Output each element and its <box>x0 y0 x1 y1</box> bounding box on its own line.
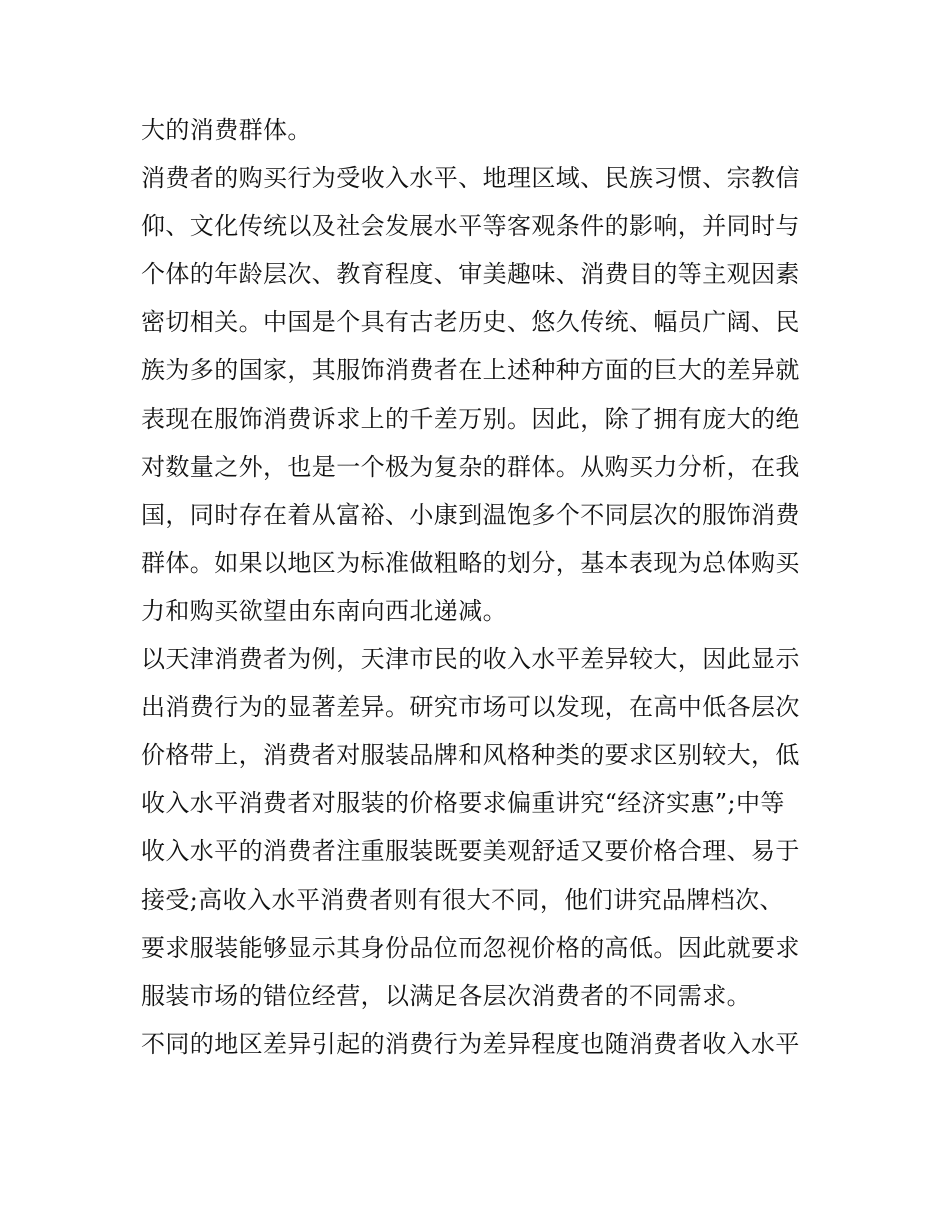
text-line: 消费者的购买行为受收入水平、地理区域、民族习惯、宗教信 <box>141 164 800 193</box>
text-line: 国，同时存在着从富裕、小康到温饱多个不同层次的服饰消费 <box>141 500 800 529</box>
text-line: 价格带上，消费者对服装品牌和风格种类的要求区别较大，低 <box>141 741 800 770</box>
text-line: 个体的年龄层次、教育程度、审美趣味、消费目的等主观因素 <box>141 260 800 289</box>
text-line: 力和购买欲望由东南向西北递减。 <box>141 596 507 625</box>
text-line: 服装市场的错位经营，以满足各层次消费者的不同需求。 <box>141 981 751 1010</box>
text-line: 仰、文化传统以及社会发展水平等客观条件的影响，并同时与 <box>141 212 800 241</box>
text-line: 接受;高收入水平消费者则有很大不同，他们讲究品牌档次、 <box>141 885 784 914</box>
text-line: 大的消费群体。 <box>141 116 312 144</box>
text-line: 族为多的国家，其服饰消费者在上述种种方面的巨大的差异就 <box>141 356 800 385</box>
text-line: 出消费行为的显著差异。研究市场可以发现，在高中低各层次 <box>141 693 800 722</box>
text-line: 收入水平消费者对服装的价格要求偏重讲究“经济实惠”;中等 <box>141 789 785 818</box>
text-line: 对数量之外，也是一个极为复杂的群体。从购买力分析，在我 <box>141 452 800 481</box>
text-line: 收入水平的消费者注重服装既要美观舒适又要价格合理、易于 <box>141 837 800 866</box>
text-line: 密切相关。中国是个具有古老历史、悠久传统、幅员广阔、民 <box>141 308 800 337</box>
text-line: 群体。如果以地区为标准做粗略的划分，基本表现为总体购买 <box>141 548 800 577</box>
body-text <box>141 106 821 1068</box>
text-line: 不同的地区差异引起的消费行为差异程度也随消费者收入水平 <box>141 1029 800 1058</box>
text-line: 表现在服饰消费诉求上的千差万别。因此，除了拥有庞大的绝 <box>141 404 800 433</box>
text-line: 要求服装能够显示其身份品位而忽视价格的高低。因此就要求 <box>141 933 800 962</box>
text-line: 以天津消费者为例，天津市民的收入水平差异较大，因此显示 <box>141 645 800 674</box>
